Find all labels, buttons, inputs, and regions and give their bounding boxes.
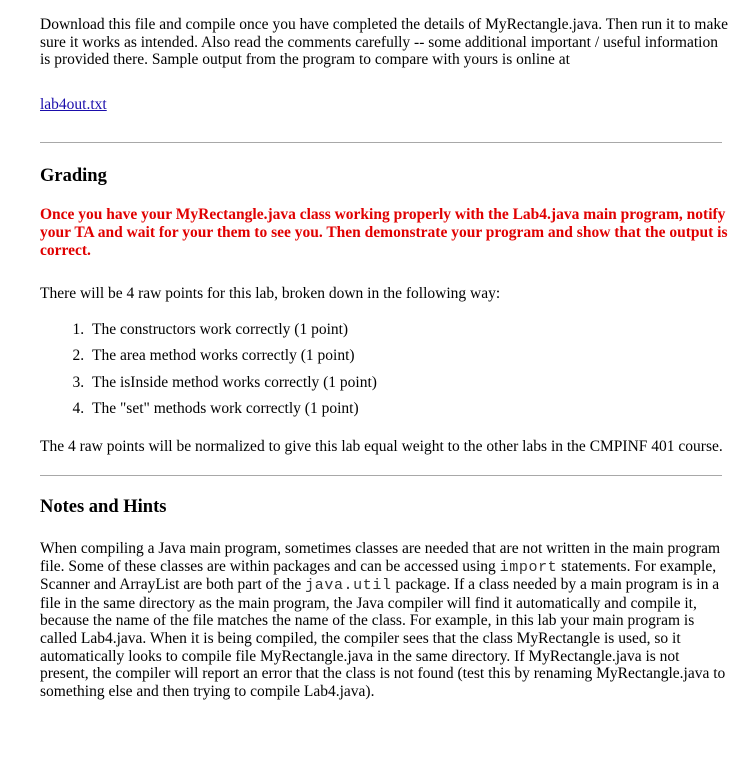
notes-heading: Notes and Hints <box>40 497 167 518</box>
list-item: 3. The isInside method works correctly (1 point) <box>88 374 730 392</box>
document-body <box>40 0 730 700</box>
list-item: 1. The constructors work correctly (1 point) <box>88 321 730 339</box>
section-divider <box>40 475 722 476</box>
import-keyword: import <box>499 558 558 576</box>
lab4out-link[interactable]: lab4out.txt <box>40 95 107 113</box>
grading-notice: Once you have your MyRectangle.java class working properly with the Lab4.java main program, notify your TA and wait for your them to see you. Then demonstrate your program and show that the output is correct. <box>40 205 728 260</box>
section-divider <box>40 142 722 143</box>
points-intro: There will be 4 raw points for this lab, broken down in the following way: <box>40 285 501 303</box>
grading-points-list <box>40 321 730 417</box>
notes-text: When compiling a Java main program, sometimes classes are needed that are not written in the main program file. Some of these classes are within packages and can be accessed using <box>40 540 721 575</box>
list-item: 4. The "set" methods work correctly (1 point) <box>88 400 730 418</box>
grading-heading: Grading <box>40 165 107 186</box>
list-item: 2. The area method works correctly (1 point) <box>88 347 730 365</box>
notes-paragraph <box>40 540 730 700</box>
notes-text: statements. For example, Scanner and ArrayList are both part of the <box>40 557 717 594</box>
intro-paragraph: Download this file and compile once you have completed the details of MyRectangle.java. Then run it to make sure it works as intended. Also read the comments carefully -- some additional important / useful information is provided there. Sample output from the program to compare with yours is online at <box>40 16 728 69</box>
notes-text: package. If a class needed by a main program is in a file in the same directory as the main program, the Java compiler will find it automatically and compile it, because the name of the file matches the name of the class. For example, in this lab your main program is called Lab4.java. When it is being compiled, the compiler sees that the class MyRectangle is used, so it automatically looks to compile file MyRectangle.java in the same directory. If MyRectangle.java is not present, the compiler will report an error that the class is not found (test this by renaming MyRectangle.java to something else and then trying to compile Lab4.java). <box>40 576 726 700</box>
normalization-note: The 4 raw points will be normalized to give this lab equal weight to the other labs in the CMPINF 401 course. <box>40 438 723 456</box>
java-util-package: java.util <box>305 577 392 595</box>
